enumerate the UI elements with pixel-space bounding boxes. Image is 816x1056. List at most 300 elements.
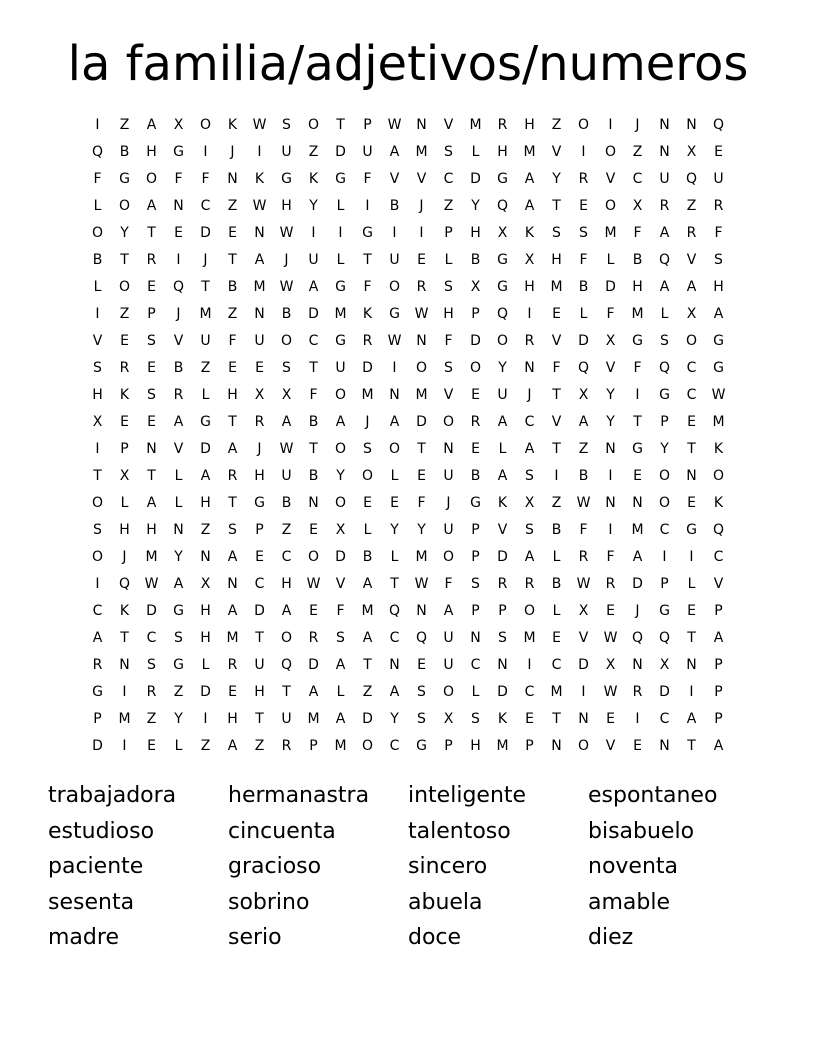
grid-letter: R [308, 629, 319, 646]
grid-letter: Z [200, 737, 211, 754]
grid-letter: Q [496, 197, 509, 214]
grid-letter: L [687, 575, 696, 592]
grid-letter: X [443, 710, 454, 727]
grid-letter: A [659, 224, 670, 241]
grid-letter: L [93, 197, 102, 214]
grid-letter: Z [551, 494, 562, 511]
grid-letter: O [361, 467, 374, 484]
grid-letter: E [471, 440, 480, 457]
grid-letter: A [254, 251, 265, 268]
grid-letter: M [496, 737, 509, 754]
grid-letter: Y [174, 548, 183, 565]
grid-letter: X [524, 251, 535, 268]
grid-letter: E [606, 602, 615, 619]
word-list-item: noventa [588, 854, 679, 879]
word-list-item: trabajadora [48, 783, 177, 808]
grid-letter: C [200, 197, 211, 214]
grid-letter: K [713, 440, 724, 457]
grid-letter: C [146, 629, 157, 646]
grid-letter: I [203, 143, 208, 160]
grid-letter: E [471, 386, 480, 403]
grid-letter: W [576, 575, 591, 592]
grid-letter: H [146, 143, 157, 160]
grid-letter: K [524, 224, 535, 241]
grid-letter: X [92, 413, 103, 430]
grid-letter: V [578, 629, 589, 646]
grid-letter: Y [390, 521, 399, 538]
grid-letter: N [416, 332, 427, 349]
grid-letter: C [524, 413, 535, 430]
grid-letter: K [713, 494, 724, 511]
grid-letter: O [118, 197, 131, 214]
grid-letter: R [146, 251, 157, 268]
grid-letter: I [581, 683, 586, 700]
grid-letter: V [551, 143, 562, 160]
word-list-item: estudioso [48, 818, 155, 844]
grid-letter: T [417, 440, 426, 457]
grid-letter: D [578, 656, 589, 673]
grid-letter: G [335, 278, 346, 295]
grid-letter: S [93, 521, 102, 538]
grid-letter: P [93, 710, 102, 727]
grid-letter: A [659, 278, 670, 295]
grid-letter: E [525, 710, 534, 727]
grid-letter: L [552, 548, 561, 565]
grid-letter: S [579, 224, 588, 241]
grid-letter: B [389, 197, 400, 214]
grid-letter: I [689, 548, 694, 565]
grid-letter: O [307, 116, 320, 133]
grid-letter: T [147, 224, 156, 241]
grid-letter: N [605, 440, 616, 457]
grid-letter: M [415, 548, 428, 565]
grid-letter: N [173, 197, 184, 214]
grid-letter: P [660, 413, 669, 430]
grid-letter: F [228, 332, 237, 349]
grid-letter: R [497, 575, 508, 592]
grid-letter: L [363, 521, 372, 538]
grid-letter: R [362, 332, 373, 349]
grid-letter: R [92, 656, 103, 673]
grid-letter: B [92, 251, 103, 268]
grid-letter: A [227, 548, 238, 565]
grid-letter: Z [119, 116, 130, 133]
grid-letter: B [281, 305, 292, 322]
grid-letter: I [203, 710, 208, 727]
word-list-item: paciente [48, 854, 144, 879]
grid-letter: R [686, 224, 697, 241]
grid-letter: A [362, 575, 373, 592]
grid-letter: K [308, 170, 319, 187]
grid-letter: W [387, 332, 402, 349]
grid-letter: B [470, 467, 481, 484]
grid-letter: F [606, 305, 615, 322]
grid-letter: O [334, 386, 347, 403]
grid-letter: X [578, 602, 589, 619]
grid-letter: C [470, 656, 481, 673]
grid-letter: S [525, 521, 534, 538]
grid-letter: H [632, 278, 643, 295]
grid-letter: M [631, 305, 644, 322]
grid-letter: D [92, 737, 103, 754]
grid-letter: Q [631, 629, 644, 646]
grid-letter: G [713, 332, 724, 349]
grid-letter: H [200, 602, 211, 619]
grid-letter: D [200, 224, 211, 241]
grid-letter: X [281, 386, 292, 403]
grid-letter: N [659, 116, 670, 133]
grid-letter: O [280, 332, 293, 349]
grid-letter: G [281, 170, 292, 187]
grid-letter: O [361, 737, 374, 754]
grid-letter: I [392, 224, 397, 241]
grid-letter: T [633, 413, 642, 430]
grid-letter: R [605, 575, 616, 592]
grid-letter: W [711, 386, 726, 403]
grid-letter: S [552, 224, 561, 241]
grid-letter: H [119, 521, 130, 538]
grid-letter: C [713, 548, 724, 565]
grid-letter: Z [578, 440, 589, 457]
grid-letter: E [255, 548, 264, 565]
grid-letter: Z [227, 197, 238, 214]
grid-letter: C [92, 602, 103, 619]
grid-letter: J [446, 494, 451, 511]
grid-letter: N [416, 602, 427, 619]
grid-letter: U [389, 251, 400, 268]
grid-letter: N [605, 494, 616, 511]
grid-letter: L [606, 251, 615, 268]
grid-letter: O [91, 224, 104, 241]
grid-letter: A [578, 413, 589, 430]
grid-letter: O [712, 467, 725, 484]
word-list-item: hermanastra [228, 783, 370, 808]
grid-letter: N [200, 548, 211, 565]
grid-letter: X [632, 197, 643, 214]
grid-letter: R [416, 278, 427, 295]
grid-letter: X [686, 143, 697, 160]
grid-letter: L [174, 494, 183, 511]
grid-letter: J [419, 197, 424, 214]
grid-letter: A [713, 305, 724, 322]
grid-letter: G [659, 602, 670, 619]
grid-letter: J [230, 143, 235, 160]
grid-letter: S [147, 386, 156, 403]
grid-letter: A [227, 602, 238, 619]
grid-letter: L [660, 305, 669, 322]
grid-letter: S [471, 575, 480, 592]
grid-letter: U [362, 143, 373, 160]
grid-letter: E [687, 494, 696, 511]
grid-letter: T [687, 629, 696, 646]
grid-letter: O [442, 413, 455, 430]
grid-letter: M [550, 683, 563, 700]
grid-letter: R [578, 170, 589, 187]
grid-letter: N [173, 521, 184, 538]
grid-letter: A [281, 602, 292, 619]
grid-letter: X [605, 656, 616, 673]
grid-letter: H [146, 521, 157, 538]
grid-letter: G [92, 683, 103, 700]
grid-letter: R [578, 548, 589, 565]
grid-letter: H [497, 143, 508, 160]
grid-letter: H [254, 467, 265, 484]
grid-letter: O [199, 116, 212, 133]
grid-letter: Q [280, 656, 293, 673]
grid-letter: Y [309, 197, 318, 214]
grid-letter: N [389, 656, 400, 673]
grid-letter: I [635, 386, 640, 403]
grid-letter: Y [660, 440, 669, 457]
grid-letter: Y [336, 467, 345, 484]
grid-letter: L [201, 386, 210, 403]
grid-letter: U [443, 656, 454, 673]
grid-letter: L [336, 197, 345, 214]
grid-letter: W [144, 575, 159, 592]
grid-letter: J [203, 251, 208, 268]
grid-letter: I [338, 224, 343, 241]
grid-letter: J [284, 251, 289, 268]
grid-letter: P [471, 521, 480, 538]
grid-letter: C [686, 359, 697, 376]
grid-letter: K [497, 494, 508, 511]
grid-letter: C [281, 548, 292, 565]
grid-letter: X [200, 575, 211, 592]
grid-letter: Z [443, 197, 454, 214]
word-list [48, 778, 768, 956]
grid-letter: B [578, 467, 589, 484]
grid-letter: U [200, 332, 211, 349]
grid-letter: Z [281, 521, 292, 538]
grid-letter: R [659, 197, 670, 214]
grid-letter: F [201, 170, 210, 187]
grid-letter: S [471, 710, 480, 727]
grid-letter: C [254, 575, 265, 592]
grid-letter: I [527, 656, 532, 673]
grid-letter: T [552, 710, 561, 727]
grid-letter: E [579, 197, 588, 214]
grid-letter: A [686, 710, 697, 727]
grid-letter: V [551, 413, 562, 430]
grid-letter: H [281, 575, 292, 592]
grid-letter: A [146, 494, 157, 511]
grid-letter: F [309, 386, 318, 403]
grid-letter: A [362, 629, 373, 646]
grid-letter: N [227, 170, 238, 187]
grid-letter: E [363, 494, 372, 511]
grid-letter: U [713, 170, 724, 187]
grid-letter: C [659, 521, 670, 538]
grid-letter: O [469, 359, 482, 376]
grid-letter: F [633, 359, 642, 376]
grid-letter: X [335, 521, 346, 538]
grid-letter: C [551, 656, 562, 673]
grid-letter: A [227, 440, 238, 457]
grid-letter: S [444, 143, 453, 160]
grid-letter: C [443, 170, 454, 187]
grid-letter: Q [712, 116, 725, 133]
grid-letter: I [554, 467, 559, 484]
grid-letter: T [255, 710, 264, 727]
grid-letter: L [390, 467, 399, 484]
grid-letter: Z [173, 683, 184, 700]
grid-letter: V [173, 332, 184, 349]
grid-letter: N [443, 440, 454, 457]
grid-letter: U [443, 521, 454, 538]
grid-letter: I [608, 467, 613, 484]
grid-letter: W [387, 116, 402, 133]
grid-letter: G [497, 170, 508, 187]
grid-letter: W [279, 224, 294, 241]
word-list-item: amable [588, 889, 671, 915]
grid-letter: Y [471, 197, 480, 214]
grid-letter: E [174, 224, 183, 241]
word-list-item: gracioso [228, 854, 322, 879]
grid-letter: I [122, 737, 127, 754]
grid-letter: C [308, 332, 319, 349]
grid-letter: H [524, 116, 535, 133]
grid-letter: Q [658, 251, 671, 268]
grid-letter: M [253, 278, 266, 295]
grid-letter: H [551, 251, 562, 268]
grid-letter: S [336, 629, 345, 646]
grid-letter: T [282, 683, 291, 700]
grid-letter: E [120, 332, 129, 349]
grid-letter: L [552, 602, 561, 619]
word-list-item: abuela [408, 889, 483, 915]
grid-letter: R [470, 413, 481, 430]
grid-letter: S [714, 251, 723, 268]
grid-letter: U [659, 170, 670, 187]
page-title: la familia/adjetivos/numeros [67, 36, 749, 92]
grid-letter: E [552, 629, 561, 646]
grid-letter: B [119, 143, 130, 160]
grid-letter: E [714, 143, 723, 160]
grid-letter: S [498, 629, 507, 646]
grid-letter: N [578, 710, 589, 727]
grid-letter: X [578, 386, 589, 403]
grid-letter: A [335, 710, 346, 727]
grid-letter: A [146, 116, 157, 133]
grid-letter: T [552, 440, 561, 457]
grid-letter: O [604, 197, 617, 214]
grid-letter: I [689, 683, 694, 700]
grid-letter: U [308, 251, 319, 268]
grid-letter: F [336, 602, 345, 619]
grid-letter: E [309, 602, 318, 619]
grid-letter: M [523, 629, 536, 646]
grid-letter: H [281, 197, 292, 214]
grid-letter: F [579, 251, 588, 268]
grid-letter: V [389, 170, 400, 187]
grid-letter: Y [174, 710, 183, 727]
word-list-item: sesenta [48, 889, 135, 915]
grid-letter: U [254, 332, 265, 349]
word-list-item: diez [588, 925, 634, 950]
grid-letter: J [365, 413, 370, 430]
grid-letter: A [497, 413, 508, 430]
grid-letter: W [414, 305, 429, 322]
grid-letter: D [200, 440, 211, 457]
grid-letter: C [389, 629, 400, 646]
grid-letter: M [523, 143, 536, 160]
grid-letter: G [632, 332, 643, 349]
grid-letter: B [308, 413, 319, 430]
word-list-item: inteligente [408, 783, 527, 808]
grid-letter: A [281, 413, 292, 430]
grid-letter: S [228, 521, 237, 538]
grid-letter: A [146, 197, 157, 214]
grid-letter: N [254, 305, 265, 322]
grid-letter: G [335, 332, 346, 349]
grid-letter: O [334, 440, 347, 457]
grid-letter: N [389, 386, 400, 403]
grid-letter: I [257, 143, 262, 160]
grid-letter: M [415, 386, 428, 403]
grid-letter: W [279, 440, 294, 457]
grid-letter: J [176, 305, 181, 322]
grid-letter: J [257, 440, 262, 457]
grid-letter: S [282, 116, 291, 133]
grid-letter: M [226, 629, 239, 646]
grid-letter: P [714, 683, 723, 700]
grid-letter: T [228, 251, 237, 268]
grid-letter: N [146, 440, 157, 457]
grid-letter: A [713, 737, 724, 754]
grid-letter: R [524, 575, 535, 592]
grid-letter: E [633, 737, 642, 754]
grid-letter: N [686, 467, 697, 484]
grid-letter: L [336, 683, 345, 700]
grid-letter: N [659, 737, 670, 754]
grid-letter: P [444, 224, 453, 241]
grid-letter: D [497, 683, 508, 700]
grid-letter: I [662, 548, 667, 565]
grid-letter: W [603, 629, 618, 646]
grid-letter: G [173, 602, 184, 619]
grid-letter: O [496, 332, 509, 349]
grid-letter: Z [200, 359, 211, 376]
grid-letter: M [334, 305, 347, 322]
grid-letter: O [388, 440, 401, 457]
grid-letter: Q [415, 629, 428, 646]
grid-letter: S [660, 332, 669, 349]
grid-letter: Z [551, 116, 562, 133]
grid-letter: U [281, 143, 292, 160]
grid-letter: N [254, 224, 265, 241]
grid-letter: Y [120, 224, 129, 241]
grid-letter: Y [417, 521, 426, 538]
grid-letter: D [308, 656, 319, 673]
grid-letter: T [390, 575, 399, 592]
grid-letter: E [120, 413, 129, 430]
grid-letter: D [254, 602, 265, 619]
grid-letter: M [712, 413, 725, 430]
grid-letter: B [173, 359, 184, 376]
grid-letter: T [93, 467, 102, 484]
grid-letter: U [254, 656, 265, 673]
grid-letter: N [632, 656, 643, 673]
grid-letter: O [442, 548, 455, 565]
grid-letter: E [309, 521, 318, 538]
grid-letter: M [118, 710, 131, 727]
grid-letter: G [173, 656, 184, 673]
word-list-item: cincuenta [228, 818, 336, 844]
grid-letter: D [335, 548, 346, 565]
grid-letter: L [120, 494, 129, 511]
word-search-grid [84, 111, 732, 759]
grid-letter: P [444, 737, 453, 754]
